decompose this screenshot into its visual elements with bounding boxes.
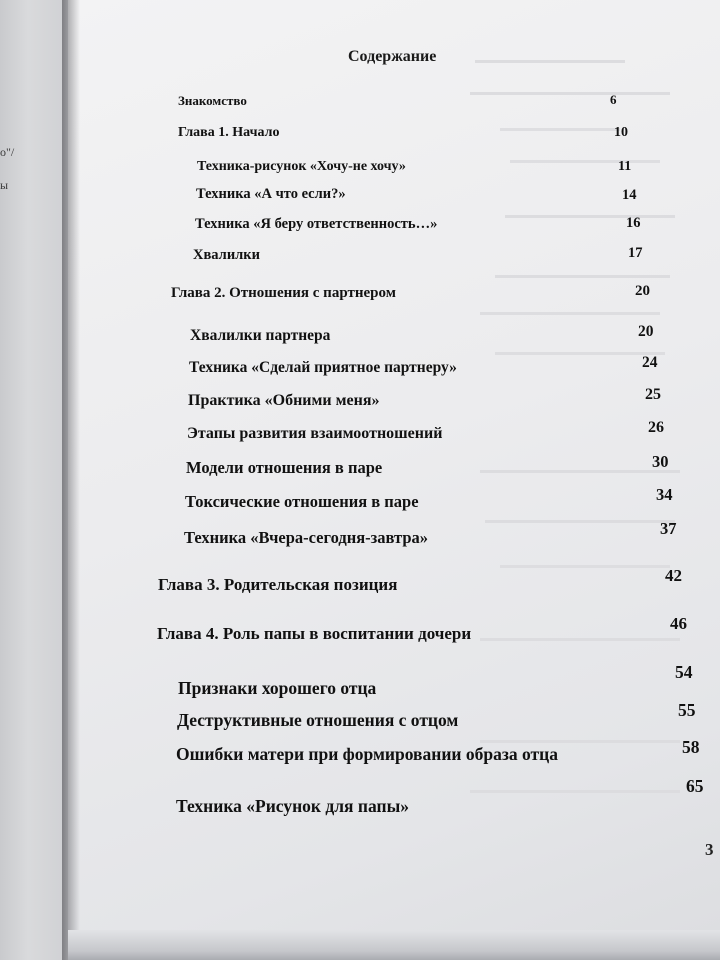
toc-entry-title: Модели отношения в паре bbox=[186, 458, 383, 477]
toc-entry-title: Глава 4. Роль папы в воспитании дочери bbox=[157, 624, 472, 643]
left-page-fragment: ы bbox=[0, 178, 9, 192]
toc-entry-title: Глава 2. Отношения с партнером bbox=[171, 285, 396, 301]
toc-entry-page: 26 bbox=[648, 419, 664, 436]
toc-entry-page: 46 bbox=[670, 614, 687, 633]
gutter-shadow bbox=[62, 0, 80, 960]
toc-entry-title: Хвалилки партнера bbox=[190, 327, 331, 344]
toc-entry-title: Техника «Я беру ответственность…» bbox=[195, 216, 438, 232]
page-number: 3 bbox=[705, 840, 714, 859]
toc-entry-page: 11 bbox=[618, 159, 632, 174]
toc-entry-title: Признаки хорошего отца bbox=[178, 678, 377, 698]
toc-entry-title: Техника «Сделай приятное партнеру» bbox=[189, 359, 457, 376]
toc-entry-title: Техника «Рисунок для папы» bbox=[176, 796, 409, 816]
toc-entry-page: 25 bbox=[645, 386, 661, 403]
toc-entry-title: Деструктивные отношения с отцом bbox=[177, 710, 459, 730]
toc-entry-page: 55 bbox=[678, 700, 696, 720]
toc-entry-title: Глава 1. Начало bbox=[178, 125, 280, 140]
toc-entry-page: 16 bbox=[626, 215, 641, 231]
toc-entry-page: 6 bbox=[610, 92, 617, 107]
left-page-fragment: о"/ bbox=[0, 145, 15, 159]
toc-entry-page: 30 bbox=[652, 452, 669, 471]
toc-entry-title: Глава 3. Родительская позиция bbox=[158, 575, 398, 594]
toc-entry-title: Ошибки матери при формировании образа отца bbox=[176, 744, 558, 764]
toc-entry-page: 58 bbox=[682, 737, 700, 757]
toc-entry-page: 54 bbox=[675, 662, 693, 682]
toc-entry-title: Токсические отношения в паре bbox=[185, 492, 419, 511]
toc-entry-title: Хвалилки bbox=[193, 247, 261, 263]
toc-entry-title: Этапы развития взаимоотношений bbox=[187, 425, 443, 442]
toc-entry-title: Техника-рисунок «Хочу-не хочу» bbox=[197, 159, 406, 174]
toc-entry-page: 20 bbox=[638, 323, 654, 340]
toc-entry-page: 34 bbox=[656, 485, 673, 504]
toc-entry-page: 65 bbox=[686, 776, 704, 796]
toc-entry-page: 42 bbox=[665, 566, 682, 585]
left-page-edge bbox=[0, 0, 70, 960]
toc-entry-page: 14 bbox=[622, 187, 637, 203]
toc-entry-title: Знакомство bbox=[178, 93, 247, 108]
toc-entry-page: 37 bbox=[660, 519, 677, 538]
toc-entry-title: Техника «Вчера-сегодня-завтра» bbox=[184, 528, 429, 547]
toc-entry-title: Техника «А что если?» bbox=[196, 186, 346, 202]
toc-entry-page: 17 bbox=[628, 245, 643, 261]
toc-entry-page: 20 bbox=[635, 283, 650, 299]
toc-entry-page: 24 bbox=[642, 354, 658, 371]
toc-entry-page: 10 bbox=[614, 125, 628, 140]
toc-title: Содержание bbox=[348, 48, 437, 65]
page-bottom-edge bbox=[68, 930, 720, 960]
toc-entry-title: Практика «Обними меня» bbox=[188, 392, 380, 409]
